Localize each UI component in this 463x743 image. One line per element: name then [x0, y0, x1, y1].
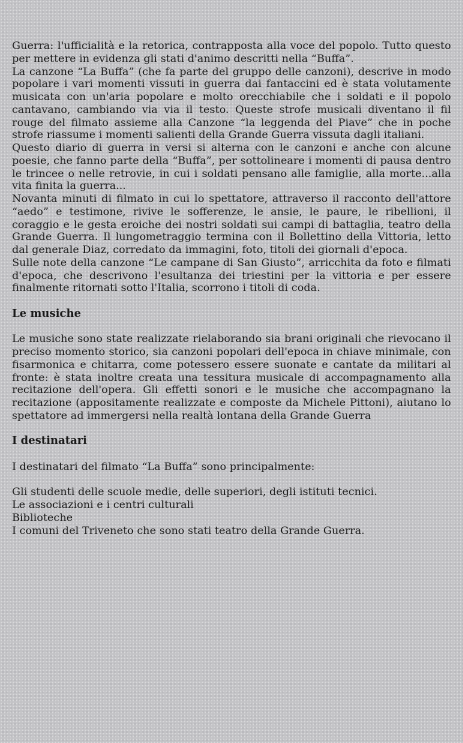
destinatari-item: Biblioteche [12, 511, 73, 524]
spacer [12, 295, 451, 308]
destinatari-intro: I destinatari del filmato “La Buffa” sono principalmente: [12, 460, 315, 473]
spacer [12, 321, 451, 334]
spacer [12, 474, 451, 487]
intro-paragraph-3: Questo diario di guerra in versi si alterna con le canzoni e anche con alcune poesie, che fanno parte della “Buffa”, per sottolineare i momenti di pausa dentro le trincee o nelle retrovie, in cui i soldati pensano alle famiglie, alla morte...alla vita finita la guerra... [12, 142, 451, 193]
section-heading-musiche: Le musiche [12, 306, 81, 320]
destinatari-item: Le associazioni e i centri culturali [12, 499, 194, 511]
intro-paragraph-5: Sulle note della canzone “Le campane di San Giusto”, arricchita da foto e filmati d'epoca, che descrivono l'esultanza dei triestini per la vittoria e per essere finalmente ritornati sotto l'Italia, scorrono i titoli di coda. [12, 256, 451, 295]
section-heading-destinatari: I destinatari [12, 434, 88, 448]
musiche-paragraph: Le musiche sono state realizzate rielaborando sia brani originali che rievocano il preciso momento storico, sia canzoni popolari dell'epoca in chiave minimale, con fisarmonica e chitarra, come potessero essere suonate e cantate da militari al fronte: è stata inoltre creata una tessitura musicale di accompagnamento alla recitazione dell'opera. Gli effetti sonori e le musiche che accompagnano la recitazione (appositamente realizzate e composte da Michele Pittoni), aiutano lo spettatore ad immergersi nella realtà lontana della Grande Guerra [12, 333, 451, 422]
intro-paragraph-1: Guerra: l'ufficialità e la retorica, contrapposta alla voce del popolo. Tutto questo per mettere in evidenza gli stati d'animo descritti nella “Buffa”. [12, 40, 451, 65]
intro-paragraph-4: Novanta minuti di filmato in cui lo spettatore, attraverso il racconto dell'attore “aedo” e testimone, rivive le sofferenze, le ansie, le paure, le ribellioni, il coraggio e le gesta eroiche dei nostri soldati sui campi di battaglia, teatro della Grande Guerra. Il lungometraggio termina con il Bollettino della Vittoria, letto dal generale Diaz, corredato da immagini, foto, titoli dei giornali d'epoca. [12, 193, 451, 256]
destinatari-item: I comuni del Triveneto che sono stati teatro della Grande Guerra. [12, 524, 365, 537]
spacer [12, 448, 451, 461]
destinatari-item: Gli studenti delle scuole medie, delle superiori, degli istituti tecnici. [12, 486, 378, 499]
intro-paragraph-2: La canzone “La Buffa” (che fa parte del gruppo delle canzoni), descrive in modo popolare i vari momenti vissuti in guerra dai fantaccini ed è stata volutamente musicata con un'aria popolare e molto orecchiabile che i soldati e il popolo cantavano, cambiando via via il testo. Queste strofe musicali diventano il fil rouge del filmato assieme alla Canzone “la leggenda del Piave” che in poche strofe riassume i momenti salienti della Grande Guerra vissuta dagli italiani. [12, 65, 451, 142]
